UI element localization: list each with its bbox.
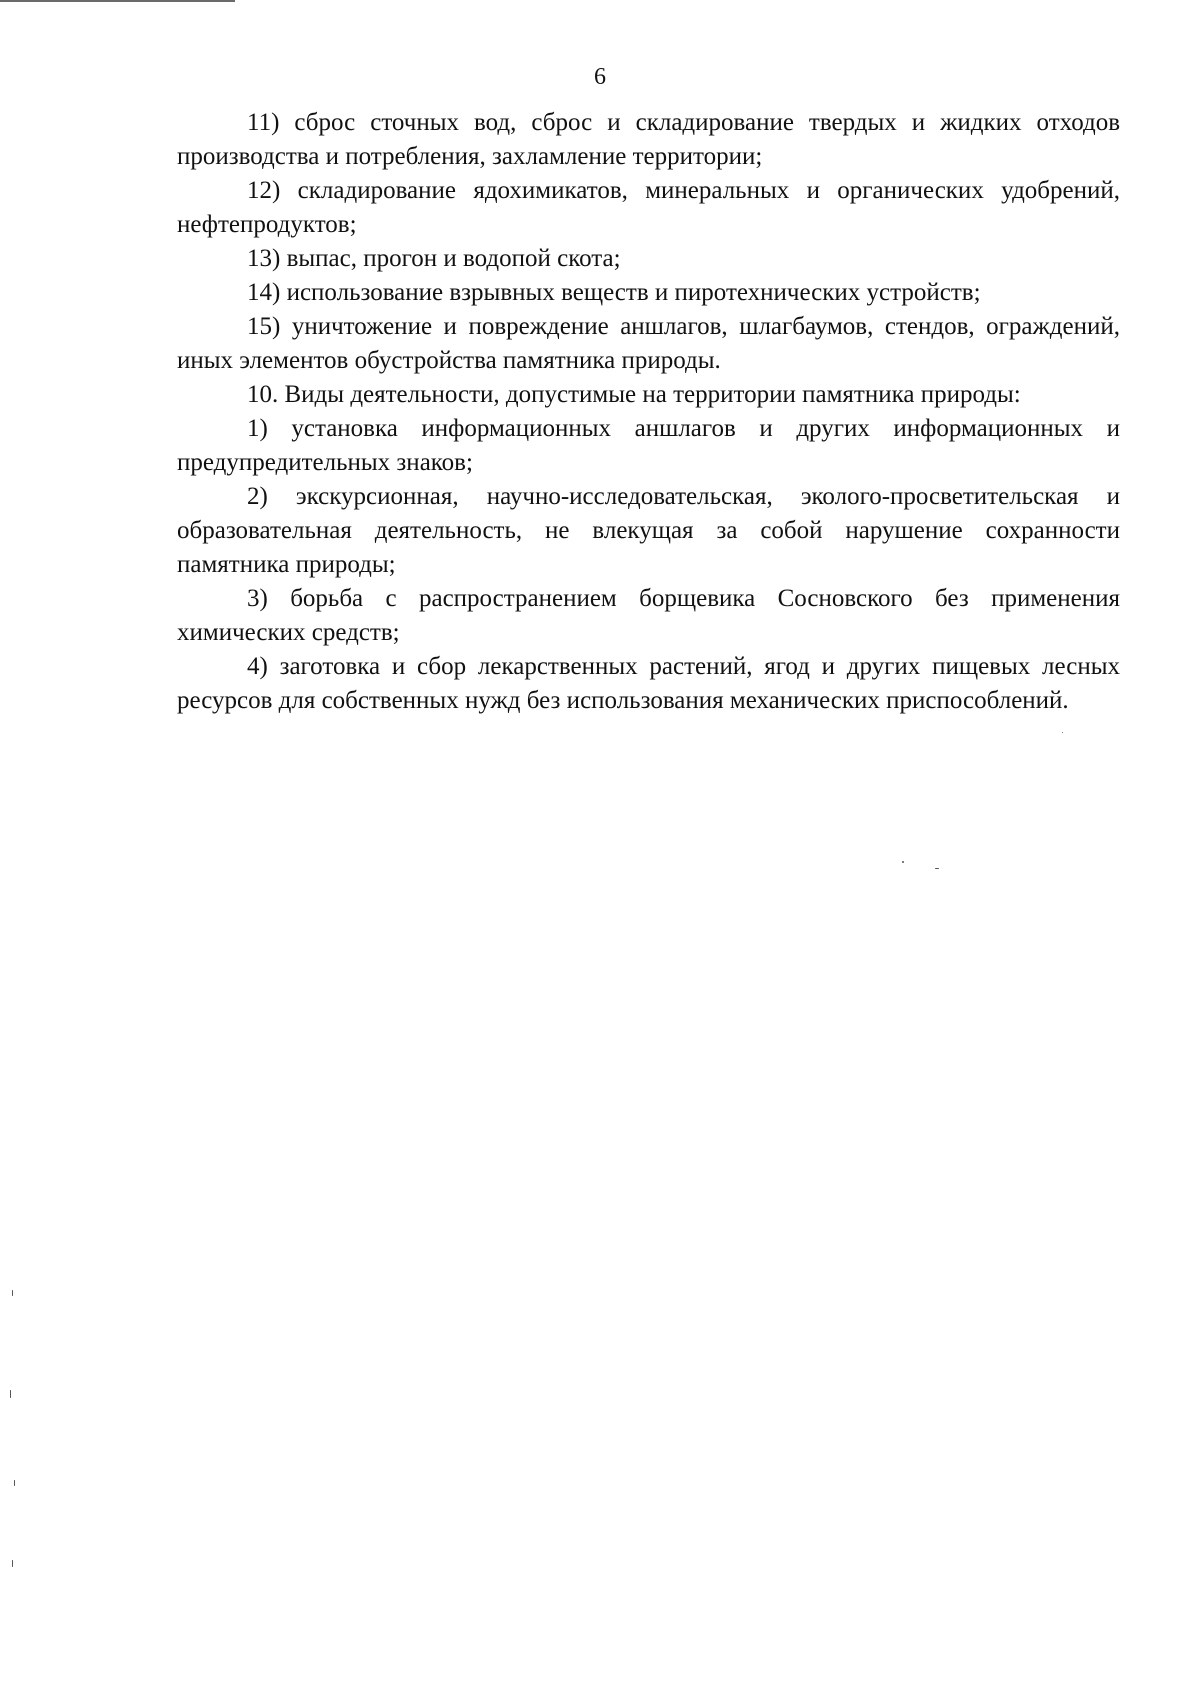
section-10-heading: 10. Виды деятельности, допустимые на территории памятника природы: [247, 381, 1021, 408]
scan-speck [902, 861, 904, 863]
scan-speck [10, 1390, 11, 1398]
page-number: 6 [594, 64, 606, 90]
scan-speck [14, 1480, 15, 1486]
top-edge-rule [0, 0, 235, 2]
scan-speck [935, 868, 939, 869]
paragraph-item-15: 15) уничтожение и повреждение аншлагов, шлагбаумов, стендов, ограждений, иных элементов обустройства памятника природы. [177, 313, 1120, 374]
allowed-activity-3: 3) борьба с распространением борщевика Сосновского без применения химических средств; [177, 585, 1120, 646]
paragraph-item-13: 13) выпас, прогон и водопой скота; [247, 245, 621, 272]
allowed-activity-2: 2) экскурсионная, научно-исследовательская, эколого-просветительская и образовательная деятельность, не влекущая за собой нарушение сохранности памятника природы; [177, 483, 1120, 578]
document-body [177, 106, 1120, 718]
allowed-activity-1: 1) установка информационных аншлагов и других информационных и предупредительных знаков; [177, 415, 1120, 476]
paragraph-item-14: 14) использование взрывных веществ и пиротехнических устройств; [247, 279, 981, 306]
scan-speck [1062, 732, 1063, 733]
paragraph-item-11: 11) сброс сточных вод, сброс и складирование твердых и жидких отходов производства и потребления, захламление территории; [177, 109, 1120, 170]
scan-speck [12, 1560, 13, 1567]
paragraph-item-12: 12) складирование ядохимикатов, минеральных и органических удобрений, нефтепродуктов; [177, 177, 1120, 238]
allowed-activity-4: 4) заготовка и сбор лекарственных растений, ягод и других пищевых лесных ресурсов для собственных нужд без использования механических приспособлений. [177, 653, 1120, 714]
scan-speck [12, 1290, 13, 1296]
